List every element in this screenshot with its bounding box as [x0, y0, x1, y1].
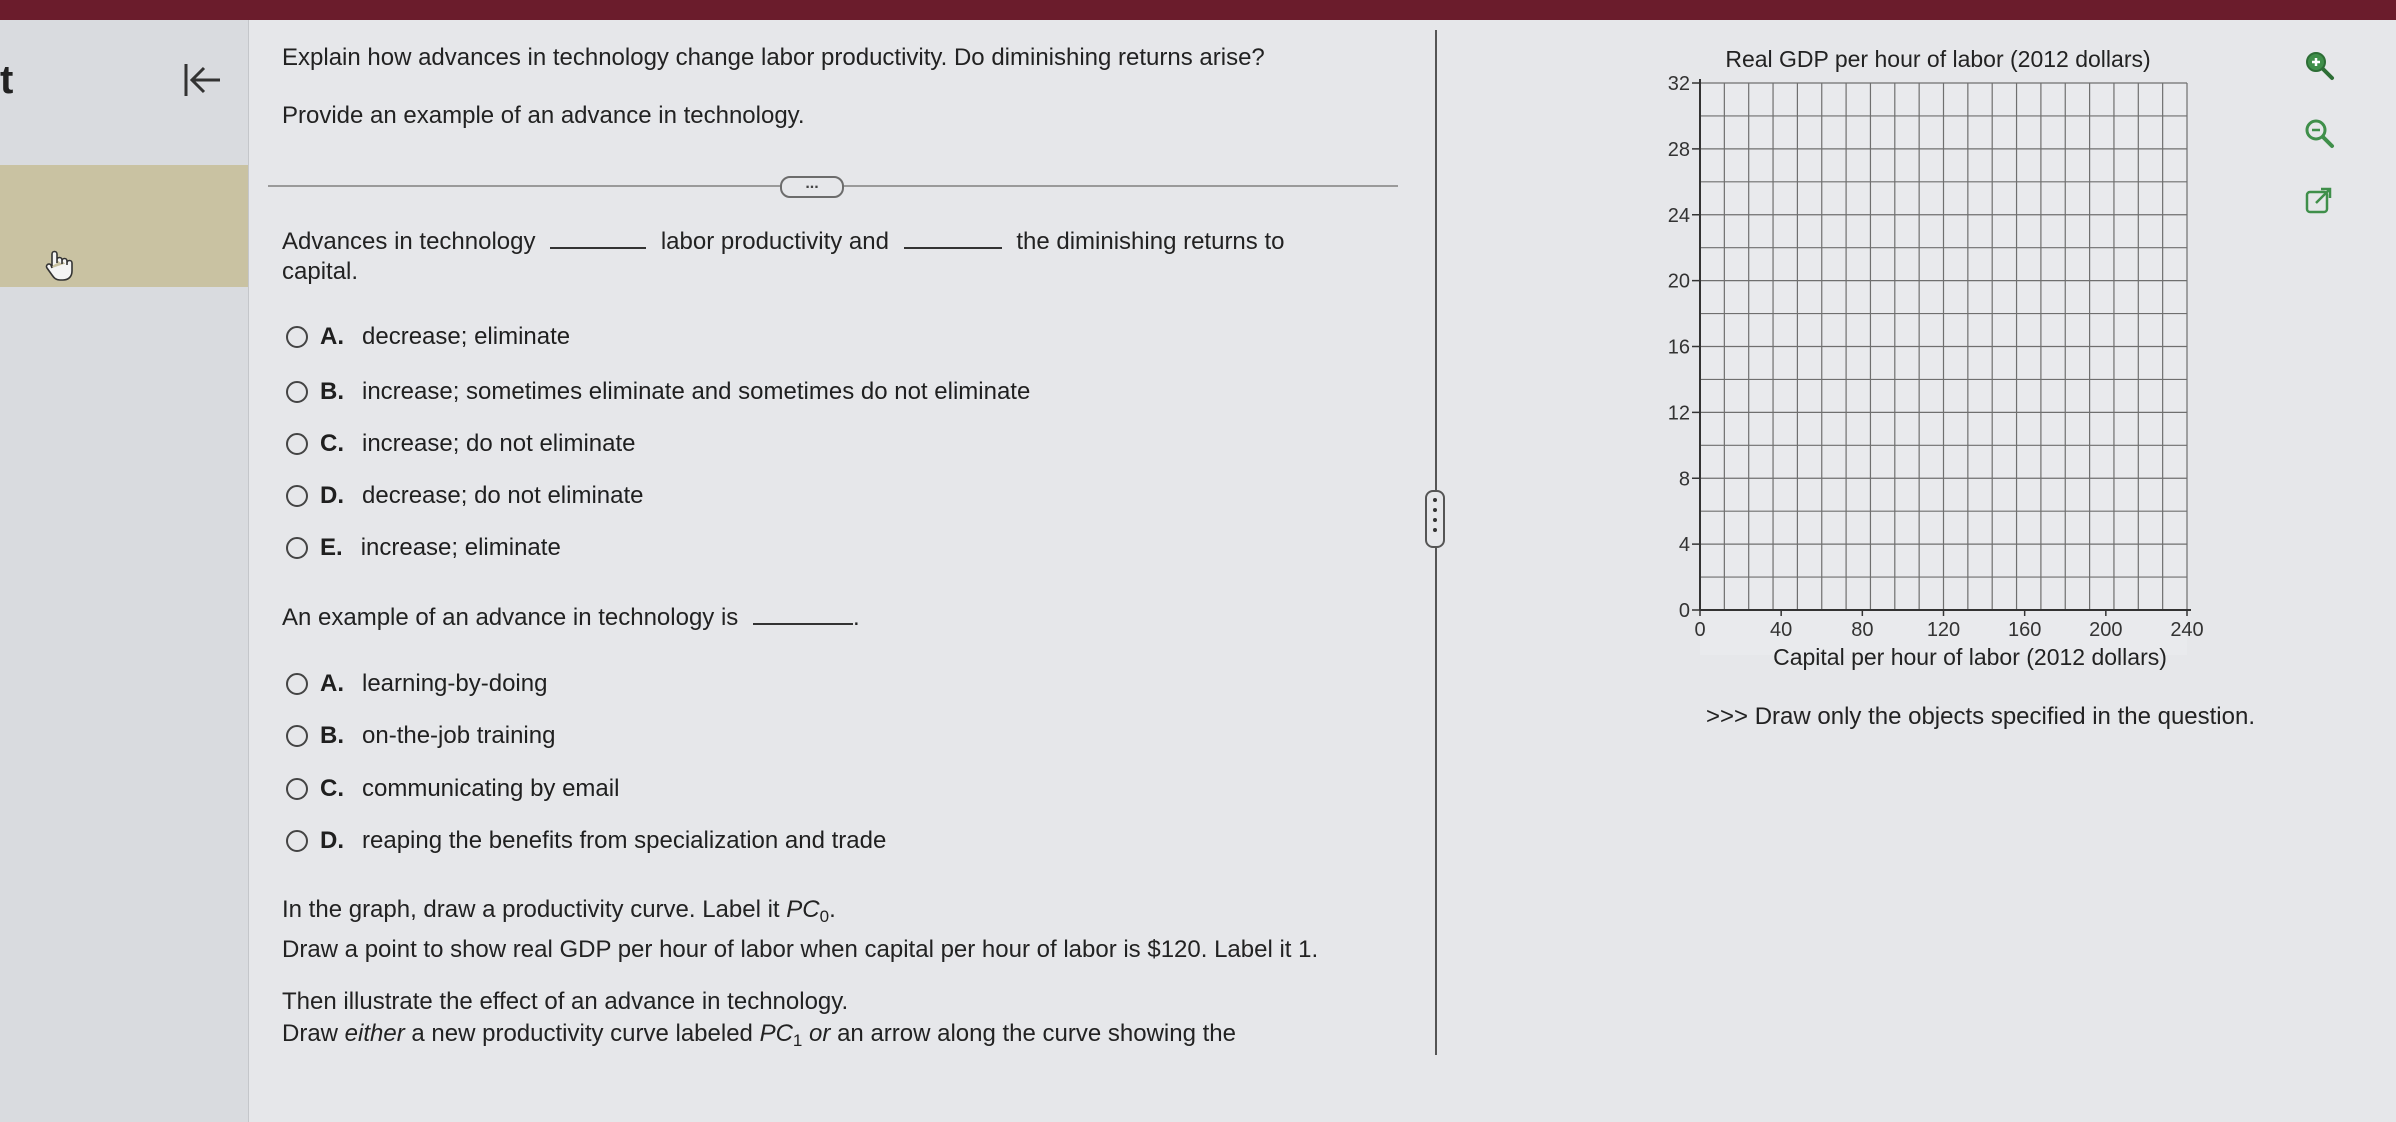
y-tick-label: 16 [1667, 336, 1690, 359]
option-text: decrease; do not eliminate [362, 482, 644, 509]
part1-stem-s2: labor productivity and [660, 228, 889, 255]
option-text: increase; do not eliminate [362, 430, 636, 457]
radio-button[interactable] [286, 725, 308, 747]
instruction-text: a new productivity curve labeled [404, 1020, 760, 1047]
part2-stem-text: An example of an advance in technology is [282, 604, 739, 631]
sidebar-active-item[interactable] [0, 165, 248, 287]
x-tick-label: 160 [2007, 619, 2042, 641]
x-tick-label: 40 [1770, 619, 1793, 641]
more-button[interactable]: ... [780, 176, 844, 198]
option-letter: B. [320, 722, 344, 749]
top-bar [0, 0, 2396, 20]
part2-stem-end: . [852, 604, 860, 631]
option-letter: B. [320, 378, 344, 405]
radio-button[interactable] [286, 381, 308, 403]
y-tick-label: 20 [1667, 270, 1690, 293]
option-letter: C. [320, 430, 344, 457]
option-text: on-the-job training [362, 722, 556, 749]
part1-option-b[interactable] [286, 376, 1030, 408]
part1-stem-line-2: capital. [282, 258, 359, 285]
emphasis-either: either [344, 1020, 405, 1047]
option-letter: C. [320, 775, 344, 802]
option-text: learning-by-doing [362, 670, 548, 697]
radio-button[interactable] [286, 537, 308, 559]
curve-label-pc0: PC [786, 896, 820, 923]
collapse-back-icon[interactable] [180, 58, 224, 102]
part1-option-e[interactable] [286, 532, 561, 564]
option-text: increase; sometimes eliminate and sometimes do not eliminate [362, 378, 1031, 405]
option-text: communicating by email [362, 775, 620, 802]
x-tick-label: 0 [1694, 619, 1706, 641]
option-text: decrease; eliminate [362, 323, 571, 350]
option-letter: A. [320, 670, 344, 697]
part1-stem-s3: the diminishing returns to [1016, 228, 1285, 255]
panel-resize-handle[interactable] [1425, 490, 1445, 548]
zoom-out-icon[interactable] [2302, 116, 2336, 150]
instruction-line-4 [282, 1020, 1236, 1051]
y-tick-label: 8 [1678, 468, 1690, 491]
zoom-in-icon[interactable] [2302, 48, 2336, 82]
y-tick-labels [1668, 73, 1700, 622]
y-tick-label: 28 [1667, 138, 1690, 161]
radio-button[interactable] [286, 778, 308, 800]
cut-off-letter: t [0, 58, 14, 102]
radio-button[interactable] [286, 830, 308, 852]
part2-option-b[interactable] [286, 720, 555, 752]
part2-option-a[interactable] [286, 668, 547, 700]
y-tick-label: 24 [1667, 204, 1690, 227]
blank-3 [753, 605, 853, 625]
part2-stem [282, 604, 860, 632]
part1-stem-s1: Advances in technology [282, 228, 536, 255]
instruction-text: In the graph, draw a productivity curve. Label it [282, 896, 787, 923]
question-line-1: Explain how advances in technology change labor productivity. Do diminishing returns arise? [282, 44, 1265, 71]
part2-option-d[interactable] [286, 825, 886, 857]
external-link-icon[interactable] [2302, 184, 2336, 218]
option-letter: D. [320, 827, 344, 854]
hand-cursor-icon [42, 248, 76, 282]
part1-option-c[interactable] [286, 428, 636, 460]
blank-2 [904, 229, 1002, 249]
curve-label-pc1: PC [759, 1020, 793, 1047]
radio-button[interactable] [286, 485, 308, 507]
instruction-text: . [829, 896, 836, 923]
x-tick-label: 80 [1851, 619, 1874, 641]
y-axis-label: Real GDP per hour of labor (2012 dollars) [1725, 46, 2151, 72]
subscript: 0 [819, 907, 830, 926]
y-tick-label: 0 [1678, 600, 1690, 622]
instruction-line-2: Draw a point to show real GDP per hour of labor when capital per hour of labor is $120. Label it 1. [282, 936, 1319, 963]
option-letter: E. [320, 534, 343, 561]
option-text: reaping the benefits from specialization and trade [362, 827, 887, 854]
emphasis-or: or [802, 1020, 831, 1047]
subscript: 1 [792, 1031, 803, 1050]
question-line-2: Provide an example of an advance in technology. [282, 102, 805, 129]
x-tick-label: 240 [2170, 619, 2204, 641]
instruction-line-1 [282, 896, 836, 927]
radio-button[interactable] [286, 433, 308, 455]
y-tick-label: 32 [1667, 73, 1690, 95]
option-letter: A. [320, 323, 344, 350]
radio-button[interactable] [286, 326, 308, 348]
y-tick-label: 12 [1667, 402, 1690, 425]
part2-option-c[interactable] [286, 773, 619, 805]
blank-1 [550, 229, 646, 249]
part1-stem-line-1 [282, 228, 1284, 256]
option-letter: D. [320, 482, 344, 509]
instruction-text: an arrow along the curve showing the [830, 1020, 1236, 1047]
x-tick-label: 200 [2089, 619, 2123, 641]
option-text: increase; eliminate [360, 534, 561, 561]
part1-option-d[interactable] [286, 480, 644, 512]
instruction-text: Draw [282, 1020, 345, 1047]
y-tick-label: 4 [1678, 534, 1690, 557]
radio-button[interactable] [286, 673, 308, 695]
drawing-instruction-note: >>> Draw only the objects specified in the question. [1706, 703, 2255, 730]
x-axis-label: Capital per hour of labor (2012 dollars) [1773, 644, 2167, 670]
x-tick-label: 120 [1926, 619, 1961, 641]
instruction-line-3: Then illustrate the effect of an advance in technology. [282, 988, 849, 1015]
grid-lines [1700, 83, 2187, 610]
part1-option-a[interactable] [286, 321, 570, 353]
left-sidebar [0, 20, 249, 1122]
graph-canvas[interactable] [1640, 40, 2280, 680]
